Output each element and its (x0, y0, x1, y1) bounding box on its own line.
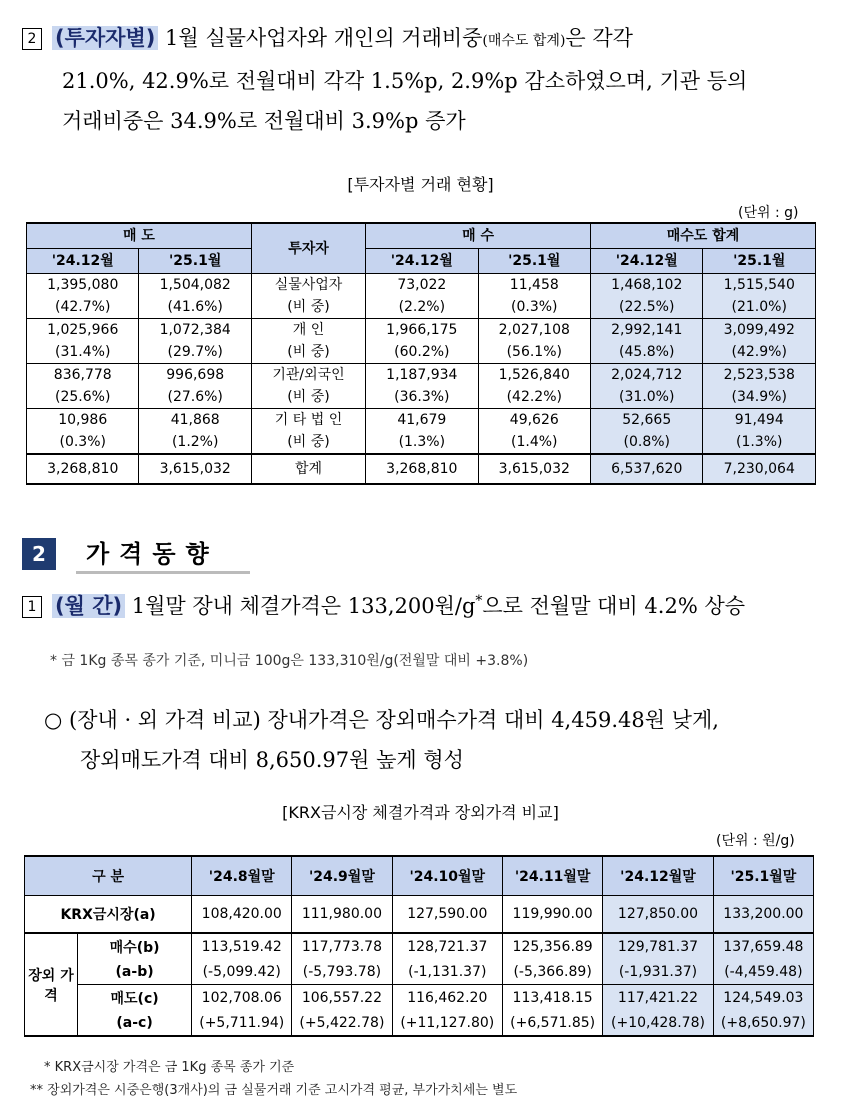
table-cell: (0.8%) (591, 431, 703, 454)
table-cell: (42.9%) (703, 341, 816, 364)
table-cell: (+6,571.85) (503, 1010, 603, 1036)
table-cell: (45.8%) (591, 341, 703, 364)
para1-line2: 21.0%, 42.9%로 전월대비 각각 1.5%p, 2.9%p 감소하였으며, 기관 등의 (62, 69, 748, 93)
table-cell: 111,980.00 (292, 896, 392, 934)
header-period: '24.8월말 (192, 856, 292, 896)
table-cell: (0.3%) (478, 296, 590, 319)
table-total-row (27, 454, 816, 484)
para1-line1-small: (매수도 합계) (482, 33, 566, 49)
table-cell: 41,679 (366, 409, 478, 432)
header-investor: 투자자 (251, 223, 365, 274)
table-cell: 실물사업자 (251, 274, 365, 297)
table-cell: (1.2%) (139, 431, 251, 454)
table-cell: (+5,711.94) (192, 1010, 292, 1036)
table-cell: 49,626 (478, 409, 590, 432)
table-cell: (1.4%) (478, 431, 590, 454)
table-cell: 1,526,840 (478, 364, 590, 387)
table-cell: 2,024,712 (591, 364, 703, 387)
header-period: '24.12월말 (603, 856, 714, 896)
para2-text-b: 으로 전월말 대비 4.2% 상승 (482, 594, 746, 618)
table-row-ratio (27, 296, 816, 319)
table-cell: 116,462.20 (392, 985, 503, 1011)
header-category: 구 분 (25, 856, 192, 896)
monthly-paragraph (22, 590, 745, 620)
table-cell: 91,494 (703, 409, 816, 432)
header-period: '25.1월 (139, 249, 251, 274)
table-cell: (2.2%) (366, 296, 478, 319)
ab-label: (a-b) (78, 959, 192, 985)
table-cell: (34.9%) (703, 386, 816, 409)
table-cell: (비 중) (251, 296, 365, 319)
table1-unit: (단위 : g) (738, 205, 799, 221)
table-cell: 128,721.37 (392, 933, 503, 959)
table-cell: (42.2%) (478, 386, 590, 409)
table-row-ratio (27, 386, 816, 409)
table-cell: 127,850.00 (603, 896, 714, 934)
header-buy: 매 수 (366, 223, 591, 249)
table-cell: 개 인 (251, 319, 365, 342)
investor-paragraph (22, 18, 832, 141)
table-row (27, 409, 816, 432)
table-cell: 1,504,082 (139, 274, 251, 297)
table-cell: 117,773.78 (292, 933, 392, 959)
footnote-1: * KRX금시장 가격은 금 1Kg 종목 종가 기준 (44, 1060, 295, 1075)
table-cell: (21.0%) (703, 296, 816, 319)
table-row (27, 319, 816, 342)
table2-unit: (단위 : 원/g) (716, 833, 795, 849)
table-cell: 3,268,810 (366, 454, 478, 484)
otc-label: 장외 가격 (25, 933, 78, 1036)
table-cell: (27.6%) (139, 386, 251, 409)
note-mini-gold: * 금 1Kg 종목 종가 기준, 미니금 100g은 133,310원/g(전월말 대비 +3.8%) (50, 653, 529, 669)
para1-line3: 거래비중은 34.9%로 전월대비 3.9%p 증가 (62, 109, 466, 133)
krx-row (25, 896, 814, 934)
table-cell: 11,458 (478, 274, 590, 297)
table-cell: 1,072,384 (139, 319, 251, 342)
table1-caption: [투자자별 거래 현황] (347, 175, 494, 194)
header-sell: 매 도 (27, 223, 252, 249)
table-cell: 10,986 (27, 409, 139, 432)
table-cell: 2,027,108 (478, 319, 590, 342)
table-cell: 52,665 (591, 409, 703, 432)
header-period: '24.12월 (27, 249, 139, 274)
table-cell: (36.3%) (366, 386, 478, 409)
footnote-2: ** 장외가격은 시중은행(3개사)의 금 실물거래 기준 고시가격 평균, 부가가치세는 별도 (30, 1083, 518, 1098)
table-cell: 996,698 (139, 364, 251, 387)
header-period: '24.12월 (591, 249, 703, 274)
ab-row (25, 959, 814, 985)
ac-row (25, 1010, 814, 1036)
table-cell: 102,708.06 (192, 985, 292, 1011)
table-cell: 127,590.00 (392, 896, 503, 934)
table-cell: (+10,428.78) (603, 1010, 714, 1036)
table-cell: 133,200.00 (713, 896, 813, 934)
para3-line1: (장내 · 외 가격 비교) 장내가격은 장외매수가격 대비 4,459.48원 낮게, (69, 708, 719, 732)
header-period: '24.12월 (366, 249, 478, 274)
table-cell: 합계 (251, 454, 365, 484)
buy-label: 매수(b) (78, 933, 192, 959)
table-cell: (비 중) (251, 386, 365, 409)
table-cell: 108,420.00 (192, 896, 292, 934)
section-header (22, 534, 250, 574)
table-row-ratio (27, 431, 816, 454)
table-cell: 3,099,492 (703, 319, 816, 342)
table-cell: 1,468,102 (591, 274, 703, 297)
ac-label: (a-c) (78, 1010, 192, 1036)
table-cell: (0.3%) (27, 431, 139, 454)
para3-line2: 장외매도가격 대비 8,650.97원 높게 형성 (80, 748, 464, 772)
table-cell: 6,537,620 (591, 454, 703, 484)
item-number-box: 1 (22, 596, 42, 618)
header-total: 매수도 합계 (591, 223, 816, 249)
table-cell: 1,395,080 (27, 274, 139, 297)
krx-label: KRX금시장(a) (25, 896, 192, 934)
price-compare-table (24, 855, 814, 1037)
table-cell: 113,519.42 (192, 933, 292, 959)
header-period: '24.9월말 (292, 856, 392, 896)
table-cell: (-5,099.42) (192, 959, 292, 985)
table-cell: (-1,931.37) (603, 959, 714, 985)
para2-sup: * (475, 593, 483, 609)
table-cell: (+11,127.80) (392, 1010, 503, 1036)
para1-line1-end: 은 각각 (565, 26, 633, 50)
table-cell: 1,025,966 (27, 319, 139, 342)
table-cell: (31.0%) (591, 386, 703, 409)
table-cell: (41.6%) (139, 296, 251, 319)
table2-caption: [KRX금시장 체결가격과 장외가격 비교] (282, 803, 559, 822)
table-cell: (+5,422.78) (292, 1010, 392, 1036)
buy-row (25, 933, 814, 959)
table-cell: (-4,459.48) (713, 959, 813, 985)
table-cell: (31.4%) (27, 341, 139, 364)
table-row (27, 274, 816, 297)
table-cell: 137,659.48 (713, 933, 813, 959)
monthly-tag: (월 간) (52, 594, 125, 618)
table-cell: (22.5%) (591, 296, 703, 319)
table-cell: (-5,366.89) (503, 959, 603, 985)
table-cell: 2,523,538 (703, 364, 816, 387)
table-cell: (비 중) (251, 341, 365, 364)
table-cell: 125,356.89 (503, 933, 603, 959)
table-cell: (1.3%) (366, 431, 478, 454)
sell-row (25, 985, 814, 1011)
table-cell: (비 중) (251, 431, 365, 454)
table-cell: 124,549.03 (713, 985, 813, 1011)
table-cell: 73,022 (366, 274, 478, 297)
table-cell: (1.3%) (703, 431, 816, 454)
table-cell: 41,868 (139, 409, 251, 432)
table-cell: 1,187,934 (366, 364, 478, 387)
para1-line1: 1월 실물사업자와 개인의 거래비중 (165, 26, 483, 50)
table-cell: 7,230,064 (703, 454, 816, 484)
table-cell: (29.7%) (139, 341, 251, 364)
table-cell: (56.1%) (478, 341, 590, 364)
header-period: '25.1월 (703, 249, 816, 274)
price-compare-paragraph (44, 700, 834, 780)
header-period: '25.1월 (478, 249, 590, 274)
table-cell: 기관/외국인 (251, 364, 365, 387)
section-number: 2 (22, 538, 56, 570)
section-title: 가격동향 (76, 534, 250, 574)
table-row (27, 364, 816, 387)
table-cell: 119,990.00 (503, 896, 603, 934)
sell-label: 매도(c) (78, 985, 192, 1011)
table-cell: 3,615,032 (139, 454, 251, 484)
header-period: '24.10월말 (392, 856, 503, 896)
para2-text-a: 1월말 장내 체결가격은 133,200원/g (131, 594, 476, 618)
investor-tag: (투자자별) (52, 26, 158, 50)
item-number-box: 2 (22, 28, 42, 50)
table-cell: 2,992,141 (591, 319, 703, 342)
table-cell: 1,515,540 (703, 274, 816, 297)
table-cell: 3,268,810 (27, 454, 139, 484)
bullet: ○ (44, 708, 63, 732)
table-cell: (25.6%) (27, 386, 139, 409)
table-cell: 3,615,032 (478, 454, 590, 484)
table-cell: 113,418.15 (503, 985, 603, 1011)
table-cell: 129,781.37 (603, 933, 714, 959)
table-cell: 1,966,175 (366, 319, 478, 342)
table-cell: 106,557.22 (292, 985, 392, 1011)
table-cell: 836,778 (27, 364, 139, 387)
table-cell: (60.2%) (366, 341, 478, 364)
header-period: '25.1월말 (713, 856, 813, 896)
table-row-ratio (27, 341, 816, 364)
investor-trade-table (26, 222, 816, 485)
table-cell: (-5,793.78) (292, 959, 392, 985)
table-cell: (42.7%) (27, 296, 139, 319)
header-period: '24.11월말 (503, 856, 603, 896)
table-cell: (+8,650.97) (713, 1010, 813, 1036)
table-cell: 기 타 법 인 (251, 409, 365, 432)
table-cell: (-1,131.37) (392, 959, 503, 985)
table-cell: 117,421.22 (603, 985, 714, 1011)
